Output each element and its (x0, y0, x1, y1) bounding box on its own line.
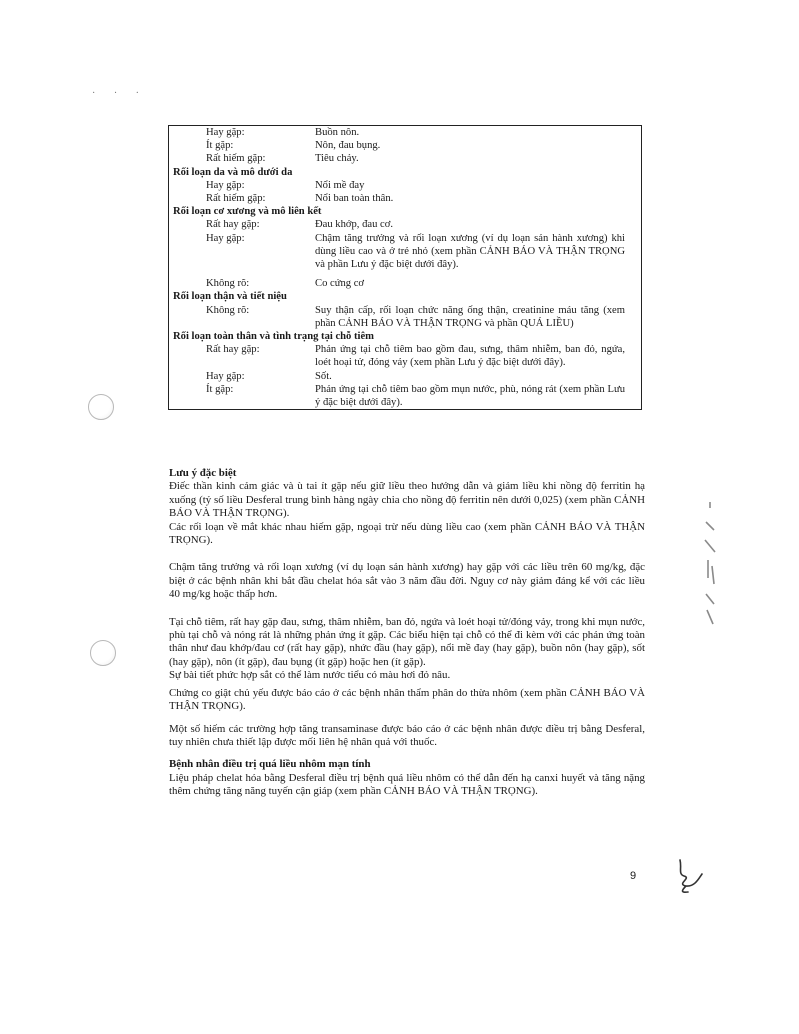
table-group-heading: Rối loạn toàn thân và tình trạng tại chỗ tiêm (173, 331, 374, 343)
spacer (169, 714, 645, 723)
paragraph: Liệu pháp chelat hóa bằng Desferal điều trị bệnh quá liều nhôm có thể dẫn đến hạ canxi huyết và tăng nặng thêm chứng tăng năng tuyến cận giáp (xem phần CẢNH BÁO VÀ THẬN TRỌNG). (169, 771, 645, 798)
table-row (169, 192, 641, 205)
table-row (169, 139, 641, 152)
table-row (169, 179, 641, 192)
effect-description: Buồn nôn. (315, 127, 360, 138)
table-group-heading: Rối loạn da và mô dưới da (173, 166, 293, 178)
table-row (169, 370, 641, 383)
frequency-label: Không rõ: (206, 304, 250, 316)
effect-description: Đau khớp, đau cơ. (315, 219, 393, 231)
frequency-label: Rất hiếm gặp: (206, 193, 266, 205)
section-heading: Bệnh nhân điều trị quá liều nhôm mạn tính (169, 758, 371, 771)
frequency-label: Ít gặp: (206, 383, 234, 395)
effect-description: Tiêu chảy. (315, 153, 359, 165)
frequency-label: Hay gặp: (206, 127, 245, 138)
paragraph: Chứng co giật chủ yếu được báo cáo ở các bệnh nhân thẩm phân do thừa nhôm (xem phần CẢNH BÁO VÀ THẬN TRỌNG). (169, 686, 645, 713)
effect-description: Chậm tăng trưởng và rối loạn xương (ví dụ loạn sản hành xương) khi dùng liều cao và ở trẻ nhỏ (xem phần CẢNH BÁO VÀ THẬN TRỌNG và phần Lưu ý đặc biệt dưới đây). (315, 232, 625, 271)
paragraph: Sự bài tiết phức hợp sắt có thể làm nước tiểu có màu hơi đỏ nâu. (169, 669, 451, 682)
paragraph: Tại chỗ tiêm, rất hay gặp đau, sưng, thâm nhiễm, ban đỏ, ngứa và loét hoại tử/đóng vảy, trong khi mụn nước, phù tại chỗ và nóng rát là những phản ứng ít gặp. Các biểu hiện tại chỗ có thể đi kèm với các phản ứng toàn thân như đau khớp/đau cơ (rất hay gặp), nhức đầu (hay gặp), nổi mề đay (hay gặp), buồn nôn (hay gặp), sốt (hay gặp), nôn (ít gặp), đau bụng (ít gặp) hoặc hen (ít gặp). (169, 615, 645, 668)
punch-hole (88, 394, 114, 420)
effect-description: Sốt. (315, 370, 332, 382)
table-row (169, 304, 641, 330)
spacer (169, 749, 645, 758)
effect-description: Phản ứng tại chỗ tiêm bao gồm đau, sưng, thâm nhiễm, ban đỏ, ngứa, loét hoại tử, đóng vảy (xem phần Lưu ý đặc biệt dưới đây). (315, 344, 625, 369)
spacer (169, 602, 645, 616)
table-row (169, 383, 641, 409)
frequency-label: Hay gặp: (206, 370, 245, 382)
adverse-effects-rows (169, 126, 641, 409)
effect-description: Nôn, đau bụng. (315, 140, 381, 152)
scan-speck: · · · (92, 88, 147, 99)
adverse-effects-table (168, 125, 642, 410)
effect-description: Suy thận cấp, rối loạn chức năng ống thận, creatinine máu tăng (xem phần CẢNH BÁO VÀ THẬN TRỌNG và phần QUÁ LIỀU) (315, 304, 625, 329)
effect-description: Phản ứng tại chỗ tiêm bao gồm mụn nước, phù, nóng rát (xem phần Lưu ý đặc biệt dưới đây). (315, 383, 625, 409)
frequency-label: Hay gặp: (206, 179, 245, 191)
handwritten-signature (668, 856, 708, 896)
table-row (169, 343, 641, 369)
table-group-heading: Rối loạn thận và tiết niệu (173, 291, 287, 303)
frequency-label: Ít gặp: (206, 140, 234, 152)
effect-description: Nổi mề đay (315, 179, 365, 191)
frequency-label: Hay gặp: (206, 232, 245, 244)
table-group-heading: Rối loạn cơ xương và mô liên kết (173, 206, 322, 218)
effect-description: Nổi ban toàn thân. (315, 193, 394, 205)
paragraph: Các rối loạn về mắt khác nhau hiếm gặp, ngoại trừ nếu dùng liều cao (xem phần CẢNH BÁO VÀ THẬN TRỌNG). (169, 520, 645, 547)
frequency-label: Rất hay gặp: (206, 344, 260, 356)
frequency-label: Không rõ: (206, 278, 250, 290)
page-number: 9 (630, 870, 637, 882)
paragraph: Chậm tăng trưởng và rối loạn xương (ví dụ loạn sản hành xương) hay gặp với các liều trên 60 mg/kg, đặc biệt ở các bệnh nhân khi bắt đầu chelat hóa sắt vào 3 năm đầu đời. Nguy cơ này giảm đáng kể với các liều 40 mg/kg hoặc thấp hơn. (169, 561, 645, 601)
table-row (169, 232, 641, 272)
body-text (169, 467, 645, 799)
paragraph: Một số hiếm các trường hợp tăng transaminase được báo cáo ở các bệnh nhân được điều trị bằng Desferal, tuy nhiên chưa thiết lập được mối liên hệ nhân quả với thuốc. (169, 722, 645, 748)
table-row (169, 152, 641, 165)
punch-hole (90, 640, 116, 666)
section-heading: Lưu ý đặc biệt (169, 467, 237, 479)
spacer (169, 547, 645, 561)
paragraph: Điếc thần kinh cảm giác và ù tai ít gặp nếu giữ liều theo hướng dẫn và giảm liều khi nồng độ ferritin hạ xuống (tỷ số liều Desferal trung bình hàng ngày chia cho nồng độ ferritin nên dưới 0,025) (xem phần CẢNH BÁO VÀ THẬN TRỌNG). (169, 480, 645, 520)
stamp-edge-mark (700, 500, 720, 630)
table-row (169, 218, 641, 231)
frequency-label: Rất hay gặp: (206, 219, 260, 231)
table-row (169, 277, 641, 290)
frequency-label: Rất hiếm gặp: (206, 153, 266, 165)
effect-description: Co cứng cơ (315, 278, 365, 290)
table-row (169, 126, 641, 139)
